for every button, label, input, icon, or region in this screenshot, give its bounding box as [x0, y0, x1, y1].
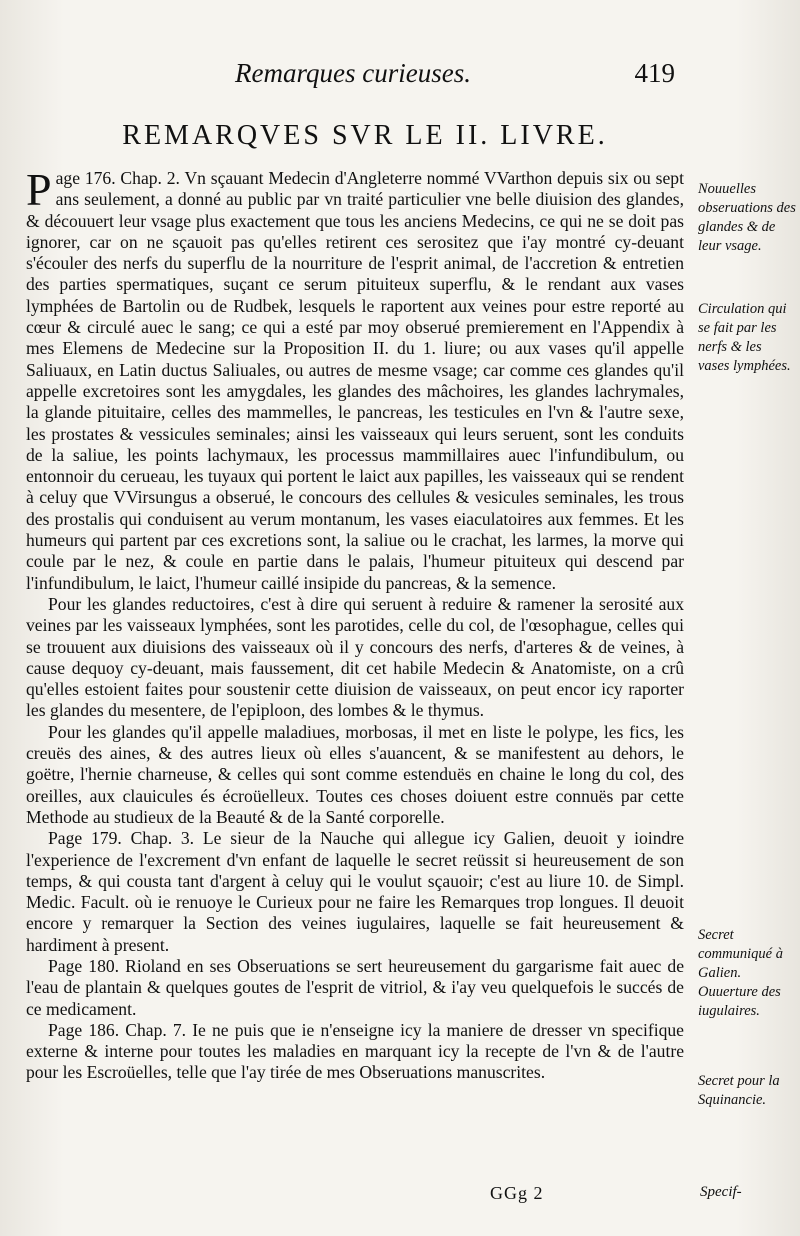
- margin-note: Secret communiqué à Galien. Ouuerture des iugulaires.: [698, 927, 783, 1019]
- section-heading: REMARQVES SVR LE II. LIVRE.: [122, 120, 608, 151]
- paragraph: Pour les glandes qu'il appelle maladiues, morbosas, il met en liste le polype, les fics, les creuës des aines, & des autres lieux où elles s'auancent, & se manifestent au dehors, le goëtre, l'hernie charneuse, & celles qui sont comme estenduës en chaine le long du col, des oreilles, aux clauicules és écroüelleux. Toutes ces choses doiuent estre connuës par cette Methode au studieux de la Beauté & de la Santé corporelle.: [26, 721, 684, 827]
- drop-cap: P: [26, 164, 52, 215]
- running-title: Remarques curieuses.: [235, 58, 471, 88]
- margin-note: Circulation qui se fait par les nerfs & les vases lymphées.: [698, 301, 791, 374]
- paragraph: Page 180. Rioland en ses Obseruations se sert heureusement du gargarisme fait auec de l'eau de plantain & quelques goutes de l'esprit de vitriol, & i'ay veu quelquefois le succés de ce medicament.: [26, 955, 684, 1019]
- paragraph-text: age 176. Chap. 2. Vn sçauant Medecin d'Angleterre nommé VVarthon depuis six ou sept ans seulement, a donné au public par vn traité particulier vne belle diuision des glandes, & découuert leur vsage plus exactement que tous les anciens Medecins, ce qui ne se doit pas ignorer, car on ne sçauoit pas qu'elles retirent ces serositez que i'ay montré cy-deuant s'écouler des nerfs du superflu de la nourriture de l'esprit animal, de l'accretion & entretien des parties spermatiques, suçant ce serum pituiteux superflu, & le rendant aux vases lymphées de Bartolin ou de Rudbek, lesquels le raportent aux veines pour estre reporté au cœur & circulé auec le sang; ce qui a esté par moy obserué premierement en l'Appendix à mes Elemens de Medecine sur la Proposition II. du 1. liure; ou aux vases qu'il appelle Saliuaux, en Latin ductus Saliuales, ou autres de mesme vsage; car comme ces glandes qu'il appelle excretoires sont les amygdales, les glandes des mâchoires, les glandes lachrymales, la glande pituitaire, celles des mammelles, le pancreas, les testicules en l'vn & l'autre sexe, les prostates & vessicules seminales; ainsi les vaisseaux qui leurs seruent, sont les conduits de la saliue, les points lachymaux, les processus mammillaires auec l'infundibulum, ou entonnoir du cerueau, les tuyaux qui portent le laict aux papilles, les vaisseaux qui se rendent à celuy que VVirsungus a obserué, le concours des cellules & vesicules seminales, les trous des prostalis qui conduisent au verum montanum, les vases eiaculatoires aux femmes. Et les humeurs qui partent par ces excretions sont, la saliue ou le crachat, les larmes, la morve qui coule par le nez, & coule en partie dans le palais, l'humeur pituiteux qui descend par l'infundibulum, le laict, l'humeur caillé insipide du pancreas, & la semence.: [26, 168, 684, 593]
- paragraph: Page 179. Chap. 3. Le sieur de la Nauche qui allegue icy Galien, deuoit y ioindre l'experience de l'excrement d'vn enfant de laquelle le secret reüssit si heureusement de son temps, & qui cousta tant d'argent à celuy qui le voulut sçauoir; c'est au liure 10. de Simpl. Medic. Facult. où ie renuoye le Curieux pour ne faire les Remarques trop longues. Il deuoit encore y remarquer la Section des veines iugulaires, laquelle se fait heureusement & hardiment à present.: [26, 828, 684, 955]
- margin-note: Secret pour la Squinancie.: [698, 1073, 780, 1108]
- page-number: 419: [634, 58, 675, 88]
- margin-note: Nouuelles obseruations des glandes & de leur vsage.: [698, 181, 796, 254]
- paragraph: Pour les glandes reductoires, c'est à dire qui seruent à reduire & ramener la serosité aux veines par les vaisseaux lymphées, sont les parotides, celle du col, de l'œsophague, celles qui se trouuent aux diuisions des vaisseaux où il y concours des nerfs, d'arteres & de veines, à cause dequoy cy-deuant, mais faussement, dit cet habile Medecin & Anatomiste, on a crû qu'elles estoient faites pour soustenir cette diuision de vaisseaux, on peut encor icy raporter les glandes du mesentere, de l'epiploon, des lombes & le thymus.: [26, 593, 684, 721]
- catchword: Specif-: [700, 1184, 742, 1200]
- signature-mark: GGg 2: [490, 1183, 544, 1203]
- paragraph: [26, 164, 684, 594]
- paragraph: Page 186. Chap. 7. Ie ne puis que ie n'enseigne icy la maniere de dresser vn specifique externe & interne pour toutes les maladies en marquant icy la recepte de l'vn & de l'autre pour les Escroüelles, telle que l'ay tirée de mes Obseruations manuscrites.: [26, 1019, 684, 1083]
- body-text: [26, 164, 684, 1084]
